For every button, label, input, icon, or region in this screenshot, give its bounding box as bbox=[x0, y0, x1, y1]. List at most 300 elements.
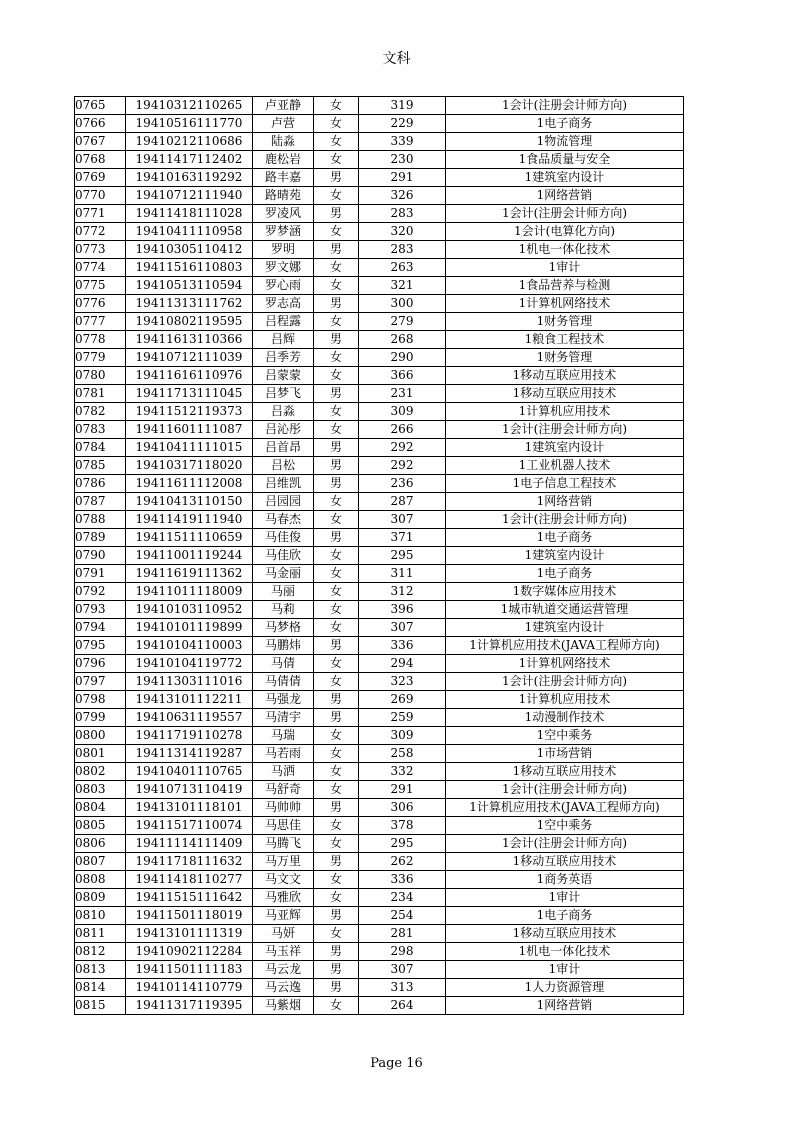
cell-student-name: 吕淼 bbox=[253, 403, 314, 421]
cell-gender: 男 bbox=[314, 709, 359, 727]
cell-score: 281 bbox=[359, 925, 446, 943]
cell-score: 287 bbox=[359, 493, 446, 511]
cell-student-name: 吕季芳 bbox=[253, 349, 314, 367]
cell-score: 306 bbox=[359, 799, 446, 817]
cell-serial-number: 0767 bbox=[75, 133, 126, 151]
cell-student-name: 罗明 bbox=[253, 241, 314, 259]
table-row bbox=[75, 421, 684, 439]
cell-serial-number: 0766 bbox=[75, 115, 126, 133]
cell-exam-id: 19410411110958 bbox=[126, 223, 253, 241]
cell-gender: 女 bbox=[314, 781, 359, 799]
cell-student-name: 马金丽 bbox=[253, 565, 314, 583]
cell-serial-number: 0776 bbox=[75, 295, 126, 313]
cell-serial-number: 0771 bbox=[75, 205, 126, 223]
cell-exam-id: 19411511110659 bbox=[126, 529, 253, 547]
cell-score: 313 bbox=[359, 979, 446, 997]
table-row bbox=[75, 871, 684, 889]
cell-student-name: 马鹏炜 bbox=[253, 637, 314, 655]
cell-gender: 女 bbox=[314, 673, 359, 691]
cell-exam-id: 19411303111016 bbox=[126, 673, 253, 691]
cell-exam-id: 19411011118009 bbox=[126, 583, 253, 601]
cell-serial-number: 0803 bbox=[75, 781, 126, 799]
cell-major: 1移动互联应用技术 bbox=[446, 385, 684, 403]
table-row bbox=[75, 781, 684, 799]
cell-score: 291 bbox=[359, 781, 446, 799]
cell-serial-number: 0791 bbox=[75, 565, 126, 583]
cell-major: 1空中乘务 bbox=[446, 727, 684, 745]
cell-student-name: 马思佳 bbox=[253, 817, 314, 835]
cell-score: 309 bbox=[359, 727, 446, 745]
cell-major: 1审计 bbox=[446, 259, 684, 277]
cell-exam-id: 19411613110366 bbox=[126, 331, 253, 349]
cell-exam-id: 19411512119373 bbox=[126, 403, 253, 421]
cell-exam-id: 19410902112284 bbox=[126, 943, 253, 961]
cell-student-name: 吕松 bbox=[253, 457, 314, 475]
cell-student-name: 马万里 bbox=[253, 853, 314, 871]
cell-score: 291 bbox=[359, 169, 446, 187]
cell-gender: 男 bbox=[314, 169, 359, 187]
cell-major: 1移动互联应用技术 bbox=[446, 367, 684, 385]
cell-score: 298 bbox=[359, 943, 446, 961]
cell-exam-id: 19411719110278 bbox=[126, 727, 253, 745]
cell-score: 309 bbox=[359, 403, 446, 421]
cell-gender: 男 bbox=[314, 331, 359, 349]
cell-major: 1审计 bbox=[446, 889, 684, 907]
cell-serial-number: 0805 bbox=[75, 817, 126, 835]
table-row bbox=[75, 259, 684, 277]
table-row bbox=[75, 925, 684, 943]
cell-major: 1计算机网络技术 bbox=[446, 295, 684, 313]
cell-exam-id: 19413101112211 bbox=[126, 691, 253, 709]
cell-exam-id: 19410305110412 bbox=[126, 241, 253, 259]
cell-gender: 男 bbox=[314, 907, 359, 925]
cell-exam-id: 19411418110277 bbox=[126, 871, 253, 889]
cell-score: 258 bbox=[359, 745, 446, 763]
cell-major: 1会计(注册会计师方向) bbox=[446, 781, 684, 799]
cell-major: 1会计(电算化方向) bbox=[446, 223, 684, 241]
cell-score: 292 bbox=[359, 457, 446, 475]
cell-gender: 女 bbox=[314, 313, 359, 331]
cell-exam-id: 19411114111409 bbox=[126, 835, 253, 853]
cell-exam-id: 19410104119772 bbox=[126, 655, 253, 673]
table-row bbox=[75, 655, 684, 673]
cell-student-name: 马云龙 bbox=[253, 961, 314, 979]
table-body bbox=[75, 97, 684, 1015]
table-row bbox=[75, 943, 684, 961]
cell-exam-id: 19411001119244 bbox=[126, 547, 253, 565]
cell-student-name: 马腾飞 bbox=[253, 835, 314, 853]
cell-score: 229 bbox=[359, 115, 446, 133]
cell-major: 1网络营销 bbox=[446, 997, 684, 1015]
cell-exam-id: 19410411111015 bbox=[126, 439, 253, 457]
cell-serial-number: 0772 bbox=[75, 223, 126, 241]
cell-serial-number: 0770 bbox=[75, 187, 126, 205]
table-row bbox=[75, 979, 684, 997]
cell-gender: 女 bbox=[314, 493, 359, 511]
table-row bbox=[75, 169, 684, 187]
cell-major: 1食品营养与检测 bbox=[446, 277, 684, 295]
cell-serial-number: 0807 bbox=[75, 853, 126, 871]
cell-major: 1电子商务 bbox=[446, 115, 684, 133]
admission-table bbox=[74, 96, 684, 1015]
cell-score: 254 bbox=[359, 907, 446, 925]
cell-serial-number: 0788 bbox=[75, 511, 126, 529]
table-row bbox=[75, 313, 684, 331]
cell-student-name: 马玉祥 bbox=[253, 943, 314, 961]
cell-serial-number: 0814 bbox=[75, 979, 126, 997]
cell-exam-id: 19410212110686 bbox=[126, 133, 253, 151]
table-row bbox=[75, 673, 684, 691]
table-row bbox=[75, 997, 684, 1015]
table-row bbox=[75, 223, 684, 241]
cell-serial-number: 0787 bbox=[75, 493, 126, 511]
cell-score: 283 bbox=[359, 241, 446, 259]
cell-exam-id: 19410317118020 bbox=[126, 457, 253, 475]
cell-score: 230 bbox=[359, 151, 446, 169]
cell-gender: 女 bbox=[314, 97, 359, 115]
table-row bbox=[75, 529, 684, 547]
cell-major: 1物流管理 bbox=[446, 133, 684, 151]
cell-serial-number: 0812 bbox=[75, 943, 126, 961]
cell-score: 262 bbox=[359, 853, 446, 871]
cell-gender: 女 bbox=[314, 115, 359, 133]
cell-serial-number: 0768 bbox=[75, 151, 126, 169]
cell-serial-number: 0790 bbox=[75, 547, 126, 565]
cell-student-name: 罗梦涵 bbox=[253, 223, 314, 241]
cell-student-name: 马云逸 bbox=[253, 979, 314, 997]
cell-student-name: 马若雨 bbox=[253, 745, 314, 763]
cell-student-name: 罗心雨 bbox=[253, 277, 314, 295]
cell-serial-number: 0786 bbox=[75, 475, 126, 493]
cell-major: 1建筑室内设计 bbox=[446, 169, 684, 187]
cell-serial-number: 0804 bbox=[75, 799, 126, 817]
cell-student-name: 马佳俊 bbox=[253, 529, 314, 547]
cell-major: 1移动互联应用技术 bbox=[446, 925, 684, 943]
cell-serial-number: 0777 bbox=[75, 313, 126, 331]
table-row bbox=[75, 277, 684, 295]
cell-student-name: 马雅欣 bbox=[253, 889, 314, 907]
table-row bbox=[75, 637, 684, 655]
cell-score: 326 bbox=[359, 187, 446, 205]
cell-major: 1会计(注册会计师方向) bbox=[446, 205, 684, 223]
cell-exam-id: 19410401110765 bbox=[126, 763, 253, 781]
table-row bbox=[75, 817, 684, 835]
cell-major: 1财务管理 bbox=[446, 349, 684, 367]
cell-student-name: 吕沁彤 bbox=[253, 421, 314, 439]
cell-gender: 女 bbox=[314, 817, 359, 835]
cell-exam-id: 19410103110952 bbox=[126, 601, 253, 619]
cell-exam-id: 19410163119292 bbox=[126, 169, 253, 187]
cell-serial-number: 0789 bbox=[75, 529, 126, 547]
cell-gender: 男 bbox=[314, 691, 359, 709]
cell-gender: 男 bbox=[314, 853, 359, 871]
cell-student-name: 马倩倩 bbox=[253, 673, 314, 691]
cell-gender: 女 bbox=[314, 745, 359, 763]
cell-serial-number: 0800 bbox=[75, 727, 126, 745]
cell-exam-id: 19411517110074 bbox=[126, 817, 253, 835]
cell-score: 396 bbox=[359, 601, 446, 619]
cell-serial-number: 0784 bbox=[75, 439, 126, 457]
cell-major: 1工业机器人技术 bbox=[446, 457, 684, 475]
cell-serial-number: 0809 bbox=[75, 889, 126, 907]
cell-major: 1建筑室内设计 bbox=[446, 439, 684, 457]
table-row bbox=[75, 367, 684, 385]
cell-major: 1机电一体化技术 bbox=[446, 241, 684, 259]
table-row bbox=[75, 475, 684, 493]
cell-gender: 女 bbox=[314, 277, 359, 295]
cell-gender: 男 bbox=[314, 637, 359, 655]
cell-major: 1会计(注册会计师方向) bbox=[446, 511, 684, 529]
cell-serial-number: 0778 bbox=[75, 331, 126, 349]
cell-student-name: 吕首昂 bbox=[253, 439, 314, 457]
cell-exam-id: 19411501118019 bbox=[126, 907, 253, 925]
cell-major: 1电子商务 bbox=[446, 529, 684, 547]
cell-score: 268 bbox=[359, 331, 446, 349]
cell-student-name: 吕园园 bbox=[253, 493, 314, 511]
cell-student-name: 卢营 bbox=[253, 115, 314, 133]
cell-gender: 男 bbox=[314, 385, 359, 403]
cell-serial-number: 0811 bbox=[75, 925, 126, 943]
cell-gender: 女 bbox=[314, 133, 359, 151]
cell-serial-number: 0799 bbox=[75, 709, 126, 727]
cell-serial-number: 0797 bbox=[75, 673, 126, 691]
cell-score: 269 bbox=[359, 691, 446, 709]
cell-serial-number: 0765 bbox=[75, 97, 126, 115]
cell-student-name: 马舒奇 bbox=[253, 781, 314, 799]
cell-gender: 女 bbox=[314, 655, 359, 673]
cell-score: 290 bbox=[359, 349, 446, 367]
cell-exam-id: 19411516110803 bbox=[126, 259, 253, 277]
cell-student-name: 吕梦飞 bbox=[253, 385, 314, 403]
cell-serial-number: 0802 bbox=[75, 763, 126, 781]
cell-gender: 女 bbox=[314, 187, 359, 205]
cell-gender: 男 bbox=[314, 943, 359, 961]
cell-major: 1会计(注册会计师方向) bbox=[446, 421, 684, 439]
table-row bbox=[75, 799, 684, 817]
cell-exam-id: 19411314119287 bbox=[126, 745, 253, 763]
cell-score: 371 bbox=[359, 529, 446, 547]
cell-gender: 女 bbox=[314, 349, 359, 367]
cell-exam-id: 19411418111028 bbox=[126, 205, 253, 223]
cell-exam-id: 19410104110003 bbox=[126, 637, 253, 655]
cell-major: 1移动互联应用技术 bbox=[446, 853, 684, 871]
cell-serial-number: 0779 bbox=[75, 349, 126, 367]
table-row bbox=[75, 601, 684, 619]
cell-major: 1建筑室内设计 bbox=[446, 619, 684, 637]
cell-serial-number: 0769 bbox=[75, 169, 126, 187]
table-row bbox=[75, 493, 684, 511]
table-row bbox=[75, 331, 684, 349]
cell-student-name: 路丰嘉 bbox=[253, 169, 314, 187]
cell-serial-number: 0773 bbox=[75, 241, 126, 259]
cell-score: 234 bbox=[359, 889, 446, 907]
cell-serial-number: 0806 bbox=[75, 835, 126, 853]
cell-major: 1网络营销 bbox=[446, 493, 684, 511]
cell-major: 1网络营销 bbox=[446, 187, 684, 205]
cell-gender: 男 bbox=[314, 457, 359, 475]
cell-serial-number: 0783 bbox=[75, 421, 126, 439]
cell-exam-id: 19411515111642 bbox=[126, 889, 253, 907]
cell-exam-id: 19410413110150 bbox=[126, 493, 253, 511]
cell-major: 1空中乘务 bbox=[446, 817, 684, 835]
cell-exam-id: 19411419111940 bbox=[126, 511, 253, 529]
cell-score: 319 bbox=[359, 97, 446, 115]
cell-student-name: 吕蒙蒙 bbox=[253, 367, 314, 385]
cell-student-name: 马文文 bbox=[253, 871, 314, 889]
cell-major: 1会计(注册会计师方向) bbox=[446, 673, 684, 691]
cell-exam-id: 19411501111183 bbox=[126, 961, 253, 979]
cell-exam-id: 19410631119557 bbox=[126, 709, 253, 727]
cell-gender: 女 bbox=[314, 871, 359, 889]
cell-score: 259 bbox=[359, 709, 446, 727]
cell-gender: 女 bbox=[314, 259, 359, 277]
cell-score: 320 bbox=[359, 223, 446, 241]
cell-score: 321 bbox=[359, 277, 446, 295]
table-row bbox=[75, 439, 684, 457]
cell-score: 264 bbox=[359, 997, 446, 1015]
cell-serial-number: 0795 bbox=[75, 637, 126, 655]
cell-serial-number: 0813 bbox=[75, 961, 126, 979]
cell-score: 336 bbox=[359, 637, 446, 655]
table-row bbox=[75, 151, 684, 169]
cell-gender: 男 bbox=[314, 439, 359, 457]
cell-student-name: 吕维凯 bbox=[253, 475, 314, 493]
cell-exam-id: 19411611112008 bbox=[126, 475, 253, 493]
cell-major: 1计算机网络技术 bbox=[446, 655, 684, 673]
table-row bbox=[75, 547, 684, 565]
cell-gender: 男 bbox=[314, 241, 359, 259]
cell-exam-id: 19411619111362 bbox=[126, 565, 253, 583]
cell-score: 378 bbox=[359, 817, 446, 835]
cell-gender: 女 bbox=[314, 511, 359, 529]
cell-exam-id: 19410516111770 bbox=[126, 115, 253, 133]
cell-gender: 女 bbox=[314, 601, 359, 619]
cell-gender: 女 bbox=[314, 223, 359, 241]
cell-exam-id: 19410312110265 bbox=[126, 97, 253, 115]
cell-major: 1计算机应用技术(JAVA工程师方向) bbox=[446, 799, 684, 817]
cell-exam-id: 19410712111940 bbox=[126, 187, 253, 205]
cell-score: 283 bbox=[359, 205, 446, 223]
table-row bbox=[75, 583, 684, 601]
cell-serial-number: 0775 bbox=[75, 277, 126, 295]
cell-student-name: 马洒 bbox=[253, 763, 314, 781]
cell-exam-id: 19411713111045 bbox=[126, 385, 253, 403]
cell-serial-number: 0801 bbox=[75, 745, 126, 763]
cell-student-name: 马清宇 bbox=[253, 709, 314, 727]
cell-student-name: 马梦格 bbox=[253, 619, 314, 637]
cell-major: 1数字媒体应用技术 bbox=[446, 583, 684, 601]
cell-score: 323 bbox=[359, 673, 446, 691]
cell-major: 1会计(注册会计师方向) bbox=[446, 97, 684, 115]
cell-student-name: 罗志高 bbox=[253, 295, 314, 313]
cell-gender: 女 bbox=[314, 997, 359, 1015]
cell-major: 1机电一体化技术 bbox=[446, 943, 684, 961]
page-number: Page 16 bbox=[370, 1056, 423, 1071]
table-row bbox=[75, 97, 684, 115]
cell-serial-number: 0792 bbox=[75, 583, 126, 601]
cell-student-name: 马春杰 bbox=[253, 511, 314, 529]
cell-score: 307 bbox=[359, 511, 446, 529]
cell-gender: 女 bbox=[314, 583, 359, 601]
cell-gender: 女 bbox=[314, 547, 359, 565]
cell-major: 1移动互联应用技术 bbox=[446, 763, 684, 781]
cell-gender: 女 bbox=[314, 727, 359, 745]
cell-gender: 女 bbox=[314, 151, 359, 169]
table-row bbox=[75, 115, 684, 133]
cell-student-name: 马莉 bbox=[253, 601, 314, 619]
cell-major: 1电子商务 bbox=[446, 907, 684, 925]
cell-student-name: 马帅帅 bbox=[253, 799, 314, 817]
cell-serial-number: 0808 bbox=[75, 871, 126, 889]
cell-gender: 男 bbox=[314, 475, 359, 493]
cell-gender: 女 bbox=[314, 565, 359, 583]
table-row bbox=[75, 403, 684, 421]
cell-score: 339 bbox=[359, 133, 446, 151]
cell-exam-id: 19410101119899 bbox=[126, 619, 253, 637]
cell-score: 300 bbox=[359, 295, 446, 313]
cell-major: 1计算机应用技术 bbox=[446, 691, 684, 709]
cell-major: 1电子商务 bbox=[446, 565, 684, 583]
cell-gender: 男 bbox=[314, 799, 359, 817]
cell-exam-id: 19411601111087 bbox=[126, 421, 253, 439]
cell-exam-id: 19410513110594 bbox=[126, 277, 253, 295]
cell-score: 307 bbox=[359, 619, 446, 637]
cell-exam-id: 19411417112402 bbox=[126, 151, 253, 169]
cell-exam-id: 19410712111039 bbox=[126, 349, 253, 367]
cell-score: 295 bbox=[359, 547, 446, 565]
cell-student-name: 路晴苑 bbox=[253, 187, 314, 205]
cell-score: 279 bbox=[359, 313, 446, 331]
cell-gender: 女 bbox=[314, 763, 359, 781]
cell-student-name: 陆淼 bbox=[253, 133, 314, 151]
cell-major: 1计算机应用技术(JAVA工程师方向) bbox=[446, 637, 684, 655]
cell-serial-number: 0782 bbox=[75, 403, 126, 421]
cell-score: 266 bbox=[359, 421, 446, 439]
cell-exam-id: 19413101118101 bbox=[126, 799, 253, 817]
cell-score: 311 bbox=[359, 565, 446, 583]
cell-gender: 女 bbox=[314, 421, 359, 439]
table-row bbox=[75, 187, 684, 205]
table-row bbox=[75, 385, 684, 403]
cell-gender: 男 bbox=[314, 979, 359, 997]
cell-gender: 男 bbox=[314, 205, 359, 223]
cell-student-name: 罗凌风 bbox=[253, 205, 314, 223]
table-row bbox=[75, 763, 684, 781]
cell-major: 1审计 bbox=[446, 961, 684, 979]
table-row bbox=[75, 853, 684, 871]
table-row bbox=[75, 295, 684, 313]
cell-gender: 女 bbox=[314, 403, 359, 421]
cell-student-name: 吕辉 bbox=[253, 331, 314, 349]
cell-major: 1人力资源管理 bbox=[446, 979, 684, 997]
cell-serial-number: 0796 bbox=[75, 655, 126, 673]
cell-serial-number: 0785 bbox=[75, 457, 126, 475]
cell-exam-id: 19410802119595 bbox=[126, 313, 253, 331]
cell-serial-number: 0810 bbox=[75, 907, 126, 925]
table-row bbox=[75, 205, 684, 223]
table-row bbox=[75, 835, 684, 853]
cell-student-name: 罗文娜 bbox=[253, 259, 314, 277]
table-row bbox=[75, 961, 684, 979]
cell-gender: 男 bbox=[314, 295, 359, 313]
cell-major: 1动漫制作技术 bbox=[446, 709, 684, 727]
cell-serial-number: 0774 bbox=[75, 259, 126, 277]
cell-exam-id: 19410114110779 bbox=[126, 979, 253, 997]
cell-gender: 女 bbox=[314, 367, 359, 385]
cell-gender: 男 bbox=[314, 529, 359, 547]
cell-student-name: 马妍 bbox=[253, 925, 314, 943]
cell-student-name: 马瑞 bbox=[253, 727, 314, 745]
